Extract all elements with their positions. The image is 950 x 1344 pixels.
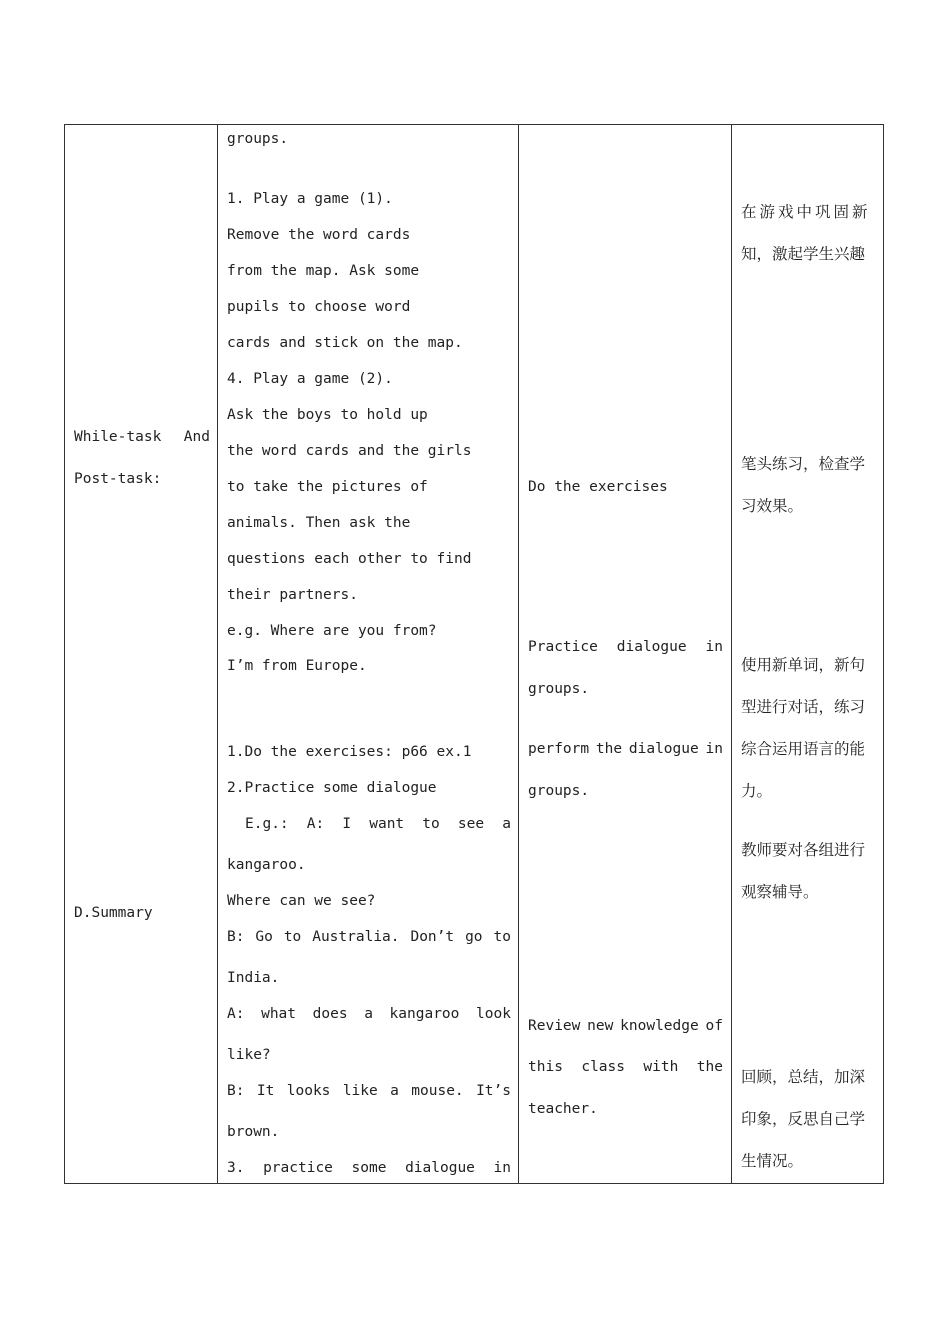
word: like <box>342 1083 378 1099</box>
word: Australia. <box>312 929 400 945</box>
student-activity-justified-line <box>528 1017 723 1035</box>
purpose-line: 知，激起学生兴趣 <box>741 245 866 263</box>
word: what <box>261 1006 297 1022</box>
stage-summary: D.Summary <box>74 905 153 921</box>
word: class <box>581 1059 625 1075</box>
word: perform <box>528 741 590 757</box>
student-activity-line: Do the exercises <box>528 479 668 495</box>
word: go <box>465 929 483 945</box>
procedure-line: like? <box>227 1047 271 1063</box>
word: to <box>283 929 302 945</box>
procedure-line: from the map. Ask some <box>227 263 420 279</box>
column-divider <box>217 125 218 1183</box>
word: does <box>312 1006 348 1022</box>
procedure-line: the word cards and the girls <box>227 443 472 459</box>
word: Go <box>255 929 273 945</box>
word: a <box>502 816 511 832</box>
student-activity-justified-line <box>528 740 723 758</box>
word: B: <box>227 929 245 945</box>
purpose-line: 印象，反思自己学 <box>741 1110 866 1128</box>
stage-word: While-task <box>74 429 162 445</box>
procedure-line: Where can we see? <box>227 893 376 909</box>
word: the <box>595 741 623 757</box>
purpose-line: 型进行对话，练习 <box>741 698 866 716</box>
procedure-line: Ask the boys to hold up <box>227 407 428 423</box>
purpose-line: 力。 <box>741 782 773 800</box>
purpose-line: 使用新单词，新句 <box>741 656 866 674</box>
procedure-justified-line <box>227 1159 511 1177</box>
purpose-line: 习效果。 <box>741 497 804 515</box>
purpose-line: 在游戏中巩固新 <box>741 203 871 221</box>
purpose-line: 生情况。 <box>741 1152 804 1170</box>
word: kangaroo <box>389 1006 460 1022</box>
procedure-line: cards and stick on the map. <box>227 335 463 351</box>
procedure-line: e.g. Where are you from? <box>227 623 437 639</box>
word: this <box>528 1059 563 1075</box>
word: practice <box>263 1160 333 1176</box>
procedure-line: their partners. <box>227 587 358 603</box>
stage-word: And <box>183 429 210 445</box>
word: to <box>422 816 440 832</box>
word: to <box>493 929 511 945</box>
word: a <box>364 1006 373 1022</box>
student-activity-line: groups. <box>528 681 590 697</box>
word: in <box>705 741 723 757</box>
word: see <box>457 816 485 832</box>
procedure-line: kangaroo. <box>227 857 306 873</box>
procedure-line: Remove the word cards <box>227 227 411 243</box>
word: E.g.: <box>245 816 289 832</box>
purpose-line: 回顾，总结，加深 <box>741 1068 866 1086</box>
purpose-line: 观察辅导。 <box>741 883 819 901</box>
word: It’s <box>476 1083 511 1099</box>
purpose-line: 教师要对各组进行 <box>741 841 866 859</box>
word: mouse. <box>411 1083 464 1099</box>
procedure-justified-line <box>245 815 511 833</box>
purpose-line: 综合运用语言的能 <box>741 740 866 758</box>
word: Don’t <box>410 929 455 945</box>
stage-while-task-line1 <box>74 428 210 446</box>
word: new <box>587 1018 614 1034</box>
procedure-justified-line <box>227 928 511 946</box>
procedure-line: 1.Do the exercises: p66 ex.1 <box>227 744 472 760</box>
word: with <box>643 1059 679 1075</box>
word: dialogue <box>616 639 687 655</box>
lesson-table <box>64 124 884 1184</box>
procedure-line: animals. Then ask the <box>227 515 411 531</box>
procedure-justified-line <box>227 1082 511 1100</box>
student-activity-justified-line <box>528 1058 723 1076</box>
word: of <box>705 1018 723 1034</box>
word: in <box>705 639 723 655</box>
stage-post-task: Post-task: <box>74 471 162 487</box>
procedure-line: 4. Play a game (2). <box>227 371 393 387</box>
procedure-line: brown. <box>227 1124 280 1140</box>
word: 3. <box>227 1160 245 1176</box>
column-divider <box>731 125 732 1183</box>
purpose-line: 笔头练习，检查学 <box>741 455 866 473</box>
word: A: <box>306 816 325 832</box>
procedure-line: pupils to choose word <box>227 299 411 315</box>
procedure-line: India. <box>227 970 280 986</box>
word: a <box>390 1083 399 1099</box>
procedure-line: groups. <box>227 131 289 147</box>
word: Review <box>528 1018 581 1034</box>
word: A: <box>227 1006 245 1022</box>
word: look <box>476 1006 511 1022</box>
student-activity-line: groups. <box>528 783 590 799</box>
word: It <box>256 1083 275 1099</box>
student-activity-line: teacher. <box>528 1101 598 1117</box>
procedure-line: I’m from Europe. <box>227 658 367 674</box>
word: dialogue <box>405 1160 475 1176</box>
word: I <box>342 816 352 832</box>
procedure-justified-line <box>227 1005 511 1023</box>
word: want <box>369 816 405 832</box>
word: dialogue <box>628 741 699 757</box>
column-divider <box>518 125 519 1183</box>
word: some <box>351 1160 387 1176</box>
word: in <box>493 1160 511 1176</box>
procedure-line: 1. Play a game (1). <box>227 191 393 207</box>
procedure-line: to take the pictures of <box>227 479 428 495</box>
word: knowledge <box>620 1018 699 1034</box>
procedure-line: 2.Practice some dialogue <box>227 780 437 796</box>
word: Practice <box>528 639 598 655</box>
word: the <box>696 1059 723 1075</box>
student-activity-justified-line <box>528 638 723 656</box>
word: looks <box>286 1083 331 1099</box>
word: B: <box>227 1083 245 1099</box>
procedure-line: questions each other to find <box>227 551 472 567</box>
